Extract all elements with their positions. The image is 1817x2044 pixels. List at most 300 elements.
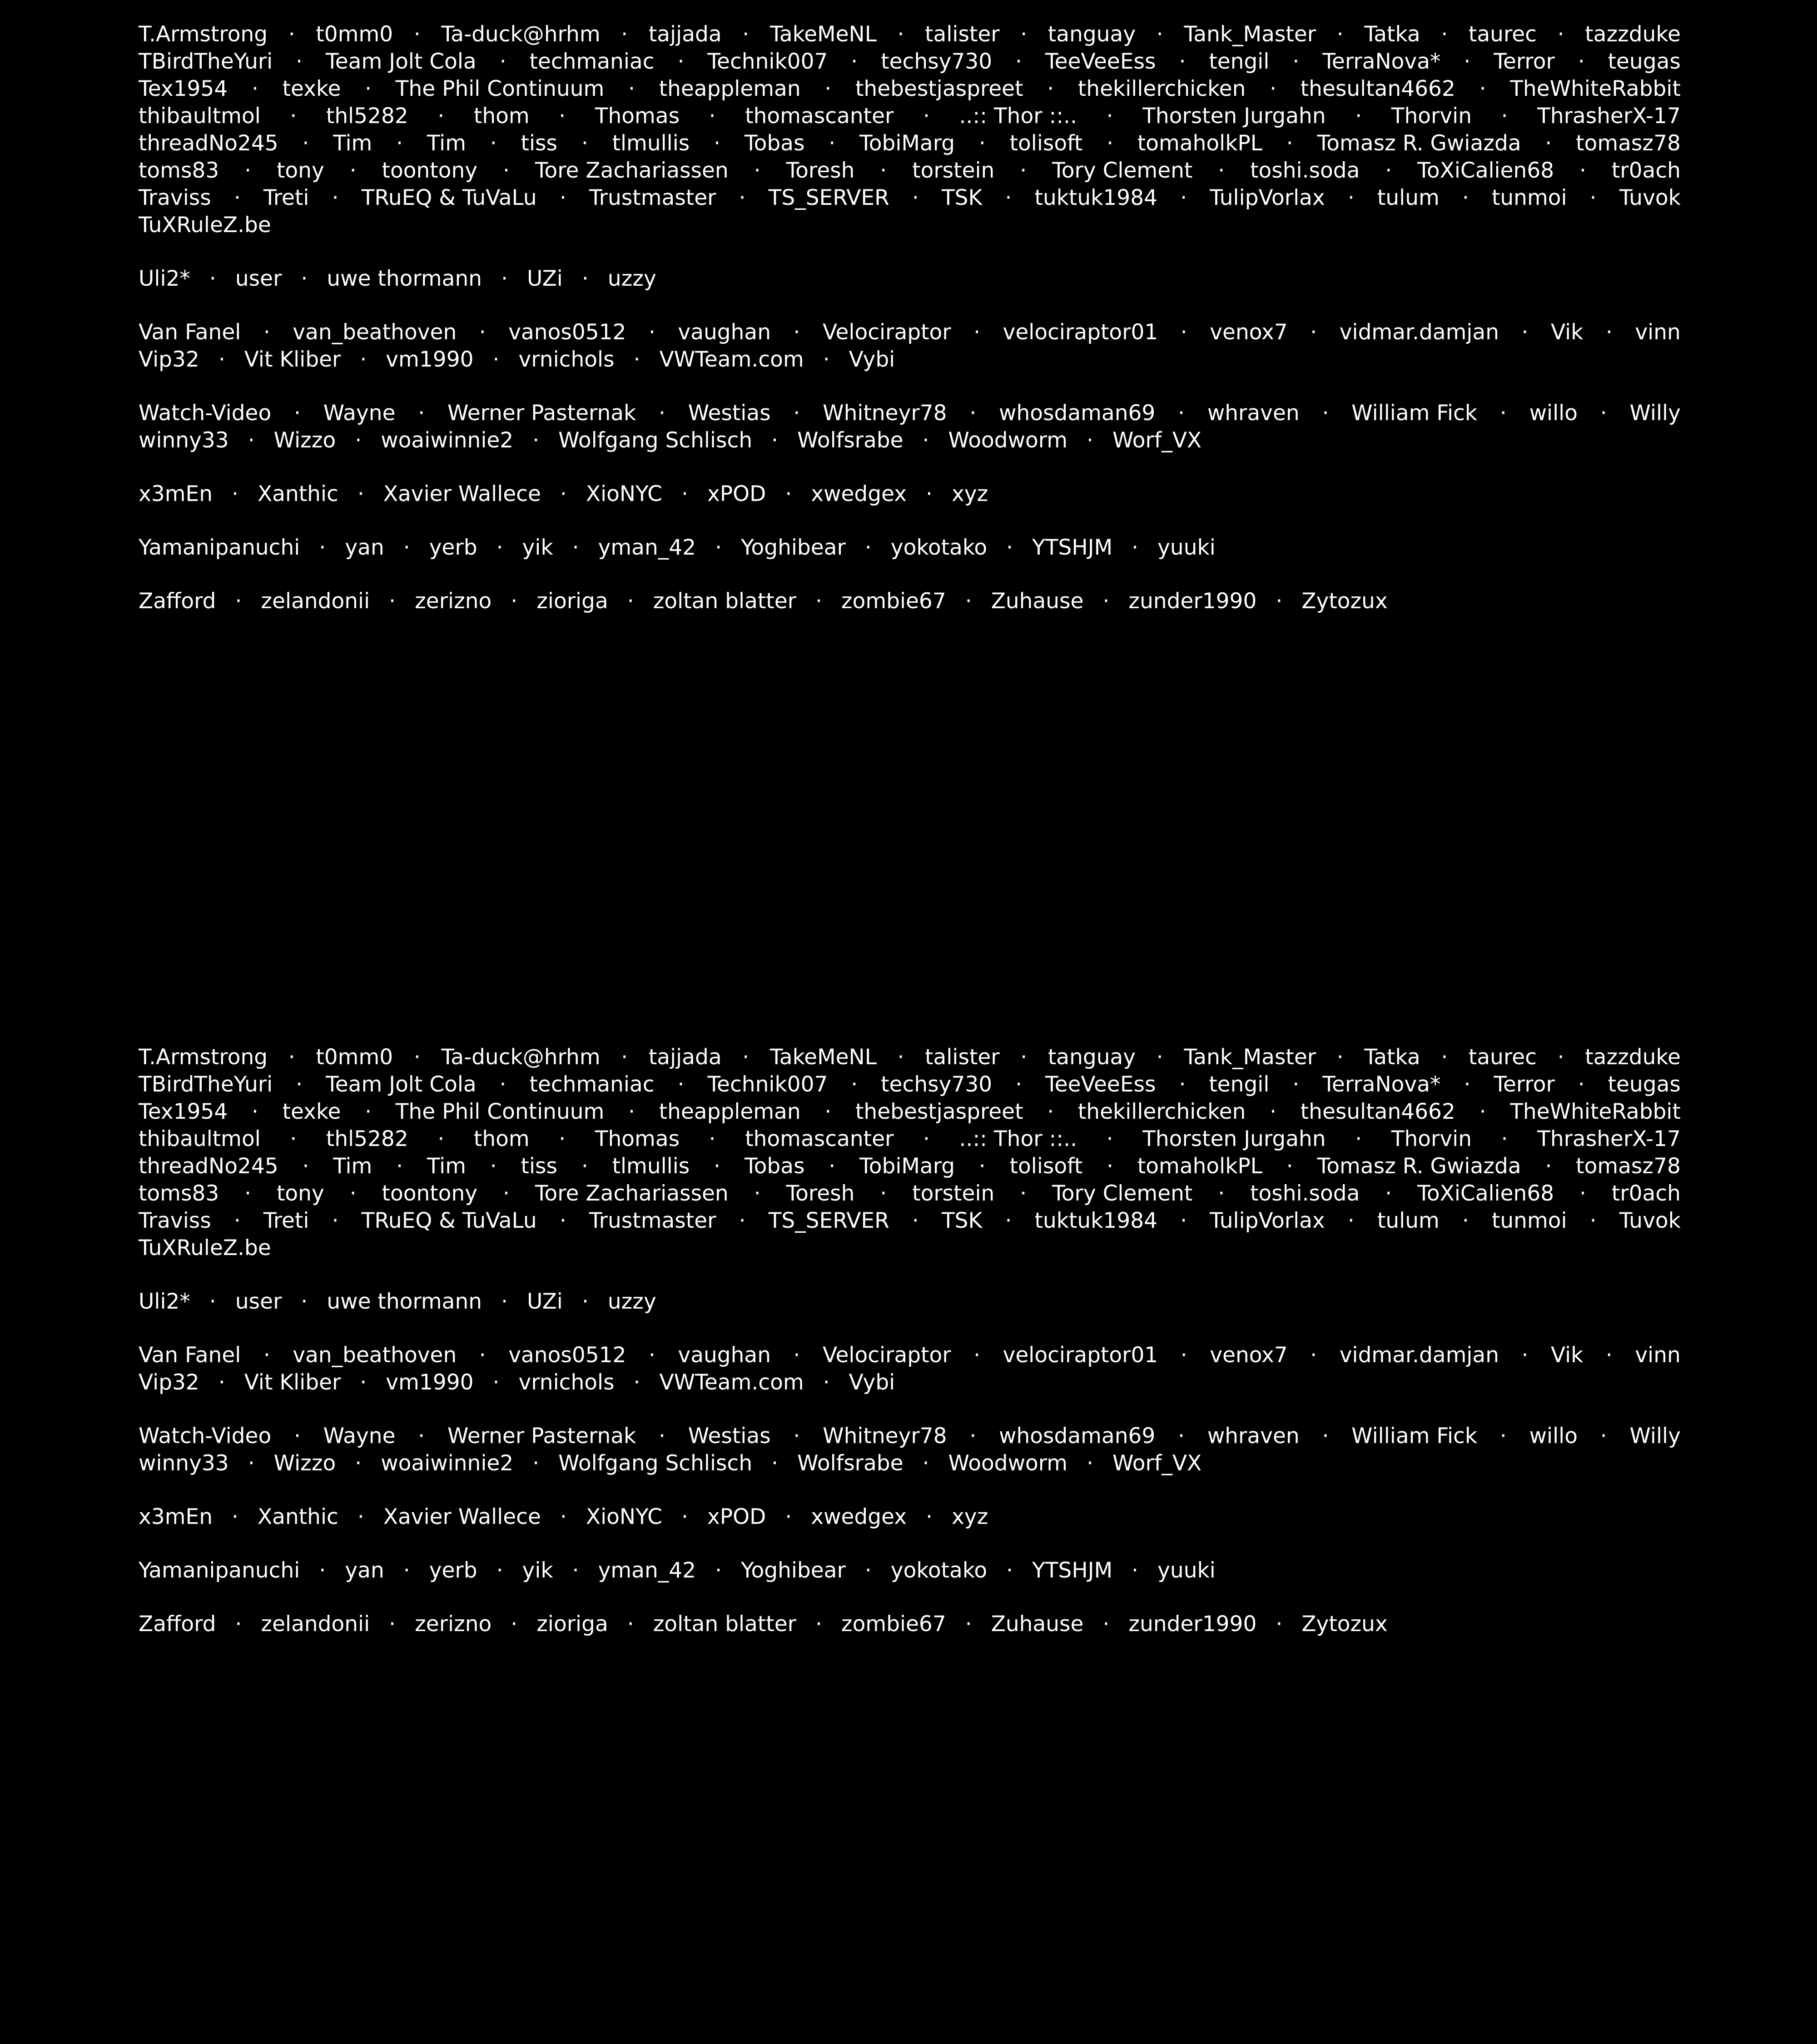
separator-dot: · bbox=[1501, 104, 1508, 129]
credit-name: yman_42 bbox=[598, 535, 696, 560]
separator-dot: · bbox=[572, 535, 579, 560]
separator-dot: · bbox=[559, 185, 566, 210]
separator-dot: · bbox=[301, 266, 308, 291]
credit-name: venox7 bbox=[1210, 1343, 1288, 1368]
credit-name: torstein bbox=[912, 158, 995, 183]
credit-name: vrnichols bbox=[518, 1370, 615, 1395]
credit-name: vinn bbox=[1635, 1343, 1681, 1368]
separator-dot: · bbox=[793, 320, 800, 345]
credit-name: TS_SERVER bbox=[768, 185, 889, 210]
credit-name: winny33 bbox=[139, 1451, 229, 1476]
separator-dot: · bbox=[232, 481, 238, 506]
credit-name: tony bbox=[277, 1181, 324, 1206]
credit-name: tanguay bbox=[1048, 22, 1136, 47]
credit-name: yman_42 bbox=[598, 1558, 696, 1583]
credit-name: winny33 bbox=[139, 428, 229, 453]
credit-name: TeeVeeEss bbox=[1045, 49, 1156, 74]
credit-name: zunder1990 bbox=[1128, 1612, 1257, 1637]
separator-dot: · bbox=[922, 1451, 929, 1476]
credit-name: velociraptor01 bbox=[1003, 1343, 1158, 1368]
separator-dot: · bbox=[492, 1370, 500, 1395]
credit-name: willo bbox=[1529, 401, 1578, 426]
credit-name: techsy730 bbox=[881, 49, 993, 74]
separator-dot: · bbox=[1156, 1045, 1163, 1070]
separator-dot: · bbox=[1102, 589, 1110, 614]
separator-dot: · bbox=[978, 1154, 986, 1179]
separator-dot: · bbox=[754, 158, 761, 183]
credit-name: Technik007 bbox=[707, 1072, 828, 1097]
credit-name: Worf_VX bbox=[1112, 428, 1202, 453]
credit-name: Tore Zachariassen bbox=[535, 1181, 729, 1206]
credits-line bbox=[139, 1423, 1681, 1450]
credits-line bbox=[139, 400, 1681, 427]
separator-dot: · bbox=[418, 1424, 425, 1449]
credits-line bbox=[139, 319, 1681, 346]
credit-name: vidmar.damjan bbox=[1339, 320, 1499, 345]
credits-line bbox=[139, 1342, 1681, 1369]
credit-name: t0mm0 bbox=[316, 22, 393, 47]
credit-name: tlmullis bbox=[612, 1154, 690, 1179]
credit-name: T.Armstrong bbox=[139, 1045, 268, 1070]
separator-dot: · bbox=[501, 266, 508, 291]
credit-name: Wolfsrabe bbox=[797, 1451, 904, 1476]
separator-dot: · bbox=[864, 1558, 872, 1583]
credit-name: William Fick bbox=[1351, 1424, 1478, 1449]
credit-name: yik bbox=[522, 1558, 553, 1583]
separator-dot: · bbox=[357, 1504, 364, 1529]
credit-name: tomasz78 bbox=[1576, 1154, 1681, 1179]
separator-dot: · bbox=[209, 266, 216, 291]
credit-name: Tuvok bbox=[1619, 185, 1681, 210]
separator-dot: · bbox=[628, 1099, 635, 1124]
credits-line bbox=[139, 1126, 1681, 1153]
credit-name: teugas bbox=[1608, 1072, 1681, 1097]
separator-dot: · bbox=[1336, 22, 1344, 47]
separator-dot: · bbox=[1107, 131, 1114, 156]
credit-name: tolisoft bbox=[1009, 131, 1083, 156]
credit-name: vanos0512 bbox=[508, 1343, 626, 1368]
credit-name: ThrasherX-17 bbox=[1537, 104, 1681, 129]
credit-name: thesultan4662 bbox=[1300, 1099, 1455, 1124]
credit-name: zombie67 bbox=[841, 1612, 946, 1637]
credit-name: van_beathoven bbox=[293, 1343, 457, 1368]
credit-name: Thomas bbox=[595, 1126, 680, 1151]
credit-name: yuuki bbox=[1157, 1558, 1216, 1583]
separator-dot: · bbox=[681, 1504, 688, 1529]
separator-dot: · bbox=[1132, 1558, 1139, 1583]
credit-name: vinn bbox=[1635, 320, 1681, 345]
separator-dot: · bbox=[360, 347, 367, 372]
credit-name: Willy bbox=[1629, 1424, 1681, 1449]
separator-dot: · bbox=[1464, 1072, 1471, 1097]
credit-name: threadNo245 bbox=[139, 131, 278, 156]
separator-dot: · bbox=[296, 49, 303, 74]
separator-dot: · bbox=[1545, 1154, 1552, 1179]
separator-dot: · bbox=[235, 1612, 242, 1637]
credit-name: tunmoi bbox=[1491, 1208, 1567, 1233]
separator-dot: · bbox=[1156, 22, 1163, 47]
credit-name: tajjada bbox=[648, 22, 722, 47]
separator-dot: · bbox=[864, 535, 872, 560]
credit-name: Vik bbox=[1550, 320, 1584, 345]
credit-name: uwe thormann bbox=[327, 266, 482, 291]
separator-dot: · bbox=[1310, 320, 1317, 345]
separator-dot: · bbox=[824, 76, 832, 101]
credit-name: tolisoft bbox=[1009, 1154, 1083, 1179]
credit-name: tr0ach bbox=[1611, 1181, 1681, 1206]
separator-dot: · bbox=[301, 1289, 308, 1314]
separator-dot: · bbox=[244, 158, 252, 183]
separator-dot: · bbox=[251, 76, 258, 101]
credit-name: tomaholkPL bbox=[1137, 131, 1262, 156]
credit-name: yik bbox=[522, 535, 553, 560]
separator-dot: · bbox=[499, 49, 506, 74]
credit-name: Vybi bbox=[849, 1370, 895, 1395]
separator-dot: · bbox=[1385, 1181, 1392, 1206]
separator-dot: · bbox=[1479, 1099, 1486, 1124]
separator-dot: · bbox=[1286, 1154, 1293, 1179]
separator-dot: · bbox=[1178, 1424, 1185, 1449]
separator-dot: · bbox=[829, 131, 836, 156]
credit-name: ToXiCalien68 bbox=[1417, 1181, 1554, 1206]
separator-dot: · bbox=[965, 1612, 972, 1637]
separator-dot: · bbox=[355, 428, 362, 453]
separator-dot: · bbox=[532, 1451, 540, 1476]
credit-name: zunder1990 bbox=[1128, 589, 1257, 614]
credit-name: Traviss bbox=[139, 185, 211, 210]
separator-dot: · bbox=[559, 104, 566, 129]
separator-dot: · bbox=[1464, 49, 1471, 74]
credit-name: TRuEQ & TuVaLu bbox=[361, 1208, 537, 1233]
credit-name: TakeMeNL bbox=[769, 1045, 877, 1070]
separator-dot: · bbox=[681, 481, 688, 506]
separator-dot: · bbox=[771, 428, 779, 453]
credit-name: talister bbox=[925, 1045, 1000, 1070]
credit-name: uzzy bbox=[607, 1289, 656, 1314]
separator-dot: · bbox=[739, 1208, 746, 1233]
credit-name: Xanthic bbox=[257, 481, 338, 506]
separator-dot: · bbox=[235, 589, 242, 614]
separator-dot: · bbox=[912, 1208, 919, 1233]
credit-name: Ta-duck@hrhm bbox=[441, 22, 601, 47]
credit-name: tuktuk1984 bbox=[1034, 1208, 1157, 1233]
separator-dot: · bbox=[742, 22, 750, 47]
separator-dot: · bbox=[490, 1154, 497, 1179]
credit-name: tony bbox=[277, 158, 324, 183]
separator-dot: · bbox=[1087, 1451, 1094, 1476]
separator-dot: · bbox=[293, 1424, 301, 1449]
credit-name: ..:: Thor ::.. bbox=[959, 104, 1077, 129]
separator-dot: · bbox=[742, 1045, 750, 1070]
separator-dot: · bbox=[233, 1208, 241, 1233]
credit-name: threadNo245 bbox=[139, 1154, 278, 1179]
credit-name: tajjada bbox=[648, 1045, 722, 1070]
credits-line bbox=[139, 1288, 1681, 1315]
separator-dot: · bbox=[290, 104, 297, 129]
credit-name: teugas bbox=[1608, 49, 1681, 74]
separator-dot: · bbox=[1589, 185, 1597, 210]
separator-dot: · bbox=[851, 1072, 858, 1097]
separator-dot: · bbox=[1180, 320, 1187, 345]
credits-section-x bbox=[139, 1503, 1681, 1531]
credit-name: VWTeam.com bbox=[659, 347, 804, 372]
credit-name: whosdaman69 bbox=[999, 1424, 1156, 1449]
credit-name: Tim bbox=[427, 131, 466, 156]
credits-section-x bbox=[139, 481, 1681, 508]
credit-name: woaiwinnie2 bbox=[381, 428, 514, 453]
credit-name: thom bbox=[473, 104, 530, 129]
credit-name: woaiwinnie2 bbox=[381, 1451, 514, 1476]
separator-dot: · bbox=[1292, 49, 1300, 74]
separator-dot: · bbox=[496, 535, 503, 560]
credit-name: texke bbox=[282, 1099, 341, 1124]
credit-name: Yoghibear bbox=[741, 1558, 846, 1583]
separator-dot: · bbox=[923, 1126, 930, 1151]
separator-dot: · bbox=[793, 401, 800, 426]
credit-name: Wolfgang Schlisch bbox=[558, 1451, 753, 1476]
credit-name: zerizno bbox=[415, 1612, 492, 1637]
credit-name: Tore Zachariassen bbox=[535, 158, 729, 183]
credit-name: Xavier Wallece bbox=[383, 1504, 541, 1529]
credits-section-t bbox=[139, 21, 1681, 239]
separator-dot: · bbox=[1047, 76, 1054, 101]
credit-name: Van Fanel bbox=[139, 1343, 241, 1368]
separator-dot: · bbox=[633, 347, 640, 372]
credit-name: taurec bbox=[1468, 22, 1537, 47]
credit-name: Team Jolt Cola bbox=[326, 1072, 477, 1097]
credit-name: Toresh bbox=[786, 1181, 855, 1206]
separator-dot: · bbox=[1347, 185, 1355, 210]
separator-dot: · bbox=[389, 589, 396, 614]
separator-dot: · bbox=[621, 22, 628, 47]
credit-name: yerb bbox=[429, 535, 477, 560]
separator-dot: · bbox=[263, 1343, 270, 1368]
separator-dot: · bbox=[880, 158, 887, 183]
separator-dot: · bbox=[1385, 158, 1392, 183]
separator-dot: · bbox=[1501, 1126, 1508, 1151]
credit-name: Terror bbox=[1494, 1072, 1555, 1097]
separator-dot: · bbox=[248, 428, 255, 453]
credit-name: Trustmaster bbox=[589, 1208, 716, 1233]
credit-name: Tory Clement bbox=[1052, 1181, 1193, 1206]
separator-dot: · bbox=[1270, 76, 1277, 101]
separator-dot: · bbox=[332, 185, 339, 210]
separator-dot: · bbox=[437, 104, 445, 129]
credit-name: xwedgex bbox=[811, 481, 907, 506]
separator-dot: · bbox=[926, 1504, 933, 1529]
separator-dot: · bbox=[1132, 535, 1139, 560]
separator-dot: · bbox=[1005, 1208, 1012, 1233]
separator-dot: · bbox=[1521, 320, 1529, 345]
separator-dot: · bbox=[319, 1558, 326, 1583]
credit-name: TuXRuleZ.be bbox=[139, 213, 271, 238]
separator-dot: · bbox=[1178, 401, 1185, 426]
credit-name: XioNYC bbox=[586, 481, 663, 506]
credit-name: Zuhause bbox=[991, 589, 1084, 614]
credit-name: thebestjaspreet bbox=[855, 1099, 1023, 1124]
credit-name: Trustmaster bbox=[589, 185, 716, 210]
credit-name: Vip32 bbox=[139, 1370, 199, 1395]
separator-dot: · bbox=[302, 131, 309, 156]
separator-dot: · bbox=[479, 1343, 486, 1368]
separator-dot: · bbox=[1106, 104, 1113, 129]
separator-dot: · bbox=[824, 1099, 832, 1124]
credit-name: Tomasz R. Gwiazda bbox=[1317, 131, 1521, 156]
credit-name: thl5282 bbox=[326, 104, 408, 129]
separator-dot: · bbox=[1605, 1343, 1613, 1368]
credit-name: tiss bbox=[521, 131, 558, 156]
credit-name: Wayne bbox=[323, 401, 396, 426]
separator-dot: · bbox=[897, 22, 904, 47]
separator-dot: · bbox=[648, 320, 655, 345]
credit-name: Tim bbox=[427, 1154, 466, 1179]
credit-name: zerizno bbox=[415, 589, 492, 614]
separator-dot: · bbox=[496, 1558, 503, 1583]
credit-name: zioriga bbox=[536, 589, 608, 614]
credits-line bbox=[139, 1503, 1681, 1531]
separator-dot: · bbox=[851, 49, 858, 74]
credit-name: TSK bbox=[941, 1208, 983, 1233]
credit-name: Vybi bbox=[849, 347, 895, 372]
separator-dot: · bbox=[1578, 1072, 1585, 1097]
separator-dot: · bbox=[1441, 1045, 1448, 1070]
separator-dot: · bbox=[290, 1126, 297, 1151]
separator-dot: · bbox=[1605, 320, 1613, 345]
separator-dot: · bbox=[418, 401, 425, 426]
separator-dot: · bbox=[1286, 131, 1293, 156]
credit-name: thomascanter bbox=[745, 1126, 894, 1151]
credits-section-y bbox=[139, 534, 1681, 561]
separator-dot: · bbox=[1310, 1343, 1317, 1368]
credit-name: tunmoi bbox=[1491, 185, 1567, 210]
credits-line bbox=[139, 427, 1681, 454]
separator-dot: · bbox=[969, 1424, 977, 1449]
separator-dot: · bbox=[1600, 1424, 1607, 1449]
credit-name: TheWhiteRabbit bbox=[1510, 1099, 1681, 1124]
separator-dot: · bbox=[1322, 1424, 1329, 1449]
credit-name: thibaultmol bbox=[139, 104, 261, 129]
credits-section-u bbox=[139, 265, 1681, 293]
credit-name: thibaultmol bbox=[139, 1126, 261, 1151]
separator-dot: · bbox=[581, 131, 588, 156]
separator-dot: · bbox=[296, 1072, 303, 1097]
credit-name: Technik007 bbox=[707, 49, 828, 74]
separator-dot: · bbox=[973, 1343, 981, 1368]
separator-dot: · bbox=[492, 347, 500, 372]
credit-name: TulipVorlax bbox=[1210, 1208, 1325, 1233]
separator-dot: · bbox=[302, 1154, 309, 1179]
credit-name: Terror bbox=[1494, 49, 1555, 74]
credit-name: TBirdTheYuri bbox=[139, 49, 273, 74]
separator-dot: · bbox=[293, 401, 301, 426]
credit-name: Werner Pasternak bbox=[447, 401, 636, 426]
credit-name: tiss bbox=[521, 1154, 558, 1179]
credit-name: Thorvin bbox=[1391, 1126, 1472, 1151]
separator-dot: · bbox=[628, 76, 635, 101]
credit-name: xPOD bbox=[707, 1504, 766, 1529]
credits-section-w bbox=[139, 1423, 1681, 1477]
separator-dot: · bbox=[1102, 1612, 1110, 1637]
credit-name: Watch-Video bbox=[139, 1424, 272, 1449]
separator-dot: · bbox=[581, 266, 589, 291]
separator-dot: · bbox=[815, 589, 822, 614]
separator-dot: · bbox=[923, 104, 930, 129]
credit-name: tlmullis bbox=[612, 131, 690, 156]
credit-name: zelandonii bbox=[261, 1612, 370, 1637]
separator-dot: · bbox=[880, 1181, 887, 1206]
credits-line bbox=[139, 212, 1681, 239]
separator-dot: · bbox=[823, 347, 830, 372]
credit-name: vrnichols bbox=[518, 347, 615, 372]
separator-dot: · bbox=[754, 1181, 761, 1206]
credit-name: vm1990 bbox=[386, 1370, 474, 1395]
separator-dot: · bbox=[365, 1099, 372, 1124]
credit-name: Thomas bbox=[595, 104, 680, 129]
credit-name: UZi bbox=[527, 1289, 563, 1314]
credit-name: willo bbox=[1529, 1424, 1578, 1449]
separator-dot: · bbox=[218, 1370, 225, 1395]
separator-dot: · bbox=[1020, 1181, 1027, 1206]
separator-dot: · bbox=[978, 131, 986, 156]
credit-name: TakeMeNL bbox=[769, 22, 877, 47]
separator-dot: · bbox=[1087, 428, 1094, 453]
separator-dot: · bbox=[1545, 131, 1552, 156]
credit-name: t0mm0 bbox=[316, 1045, 393, 1070]
credits-line bbox=[139, 265, 1681, 293]
separator-dot: · bbox=[969, 401, 977, 426]
credit-name: Tobas bbox=[744, 1154, 805, 1179]
credit-name: Vip32 bbox=[139, 347, 199, 372]
credit-name: vanos0512 bbox=[508, 320, 626, 345]
credit-name: toshi.soda bbox=[1250, 158, 1360, 183]
credit-name: TS_SERVER bbox=[768, 1208, 889, 1233]
credit-name: TBirdTheYuri bbox=[139, 1072, 273, 1097]
credit-name: Tomasz R. Gwiazda bbox=[1317, 1154, 1521, 1179]
separator-dot: · bbox=[1589, 1208, 1597, 1233]
separator-dot: · bbox=[715, 535, 722, 560]
credit-name: uwe thormann bbox=[327, 1289, 482, 1314]
credit-name: Xavier Wallece bbox=[383, 481, 541, 506]
credit-name: talister bbox=[925, 22, 1000, 47]
credit-name: toms83 bbox=[139, 1181, 219, 1206]
credits-line bbox=[139, 1098, 1681, 1126]
credits-section-z bbox=[139, 1611, 1681, 1638]
separator-dot: · bbox=[922, 428, 929, 453]
separator-dot: · bbox=[1355, 104, 1362, 129]
credit-name: Woodworm bbox=[948, 428, 1068, 453]
credits-line bbox=[139, 1557, 1681, 1584]
credit-name: TRuEQ & TuVaLu bbox=[361, 185, 537, 210]
separator-dot: · bbox=[209, 1289, 216, 1314]
credit-name: x3mEn bbox=[139, 481, 213, 506]
credit-name: uzzy bbox=[607, 266, 656, 291]
separator-dot: · bbox=[1499, 1424, 1507, 1449]
credit-name: yuuki bbox=[1157, 535, 1216, 560]
separator-dot: · bbox=[659, 1424, 665, 1449]
credit-name: Tank_Master bbox=[1184, 1045, 1316, 1070]
credit-name: TerraNova* bbox=[1322, 1072, 1441, 1097]
credit-name: Velociraptor bbox=[822, 320, 951, 345]
credits-line bbox=[139, 1369, 1681, 1396]
credit-name: tulum bbox=[1377, 185, 1440, 210]
credits-section-t bbox=[139, 1044, 1681, 1262]
credit-name: zoltan blatter bbox=[653, 1612, 796, 1637]
credits-line bbox=[139, 1153, 1681, 1180]
separator-dot: · bbox=[973, 320, 981, 345]
separator-dot: · bbox=[396, 131, 403, 156]
credits-line bbox=[139, 184, 1681, 212]
credit-name: Team Jolt Cola bbox=[326, 49, 477, 74]
